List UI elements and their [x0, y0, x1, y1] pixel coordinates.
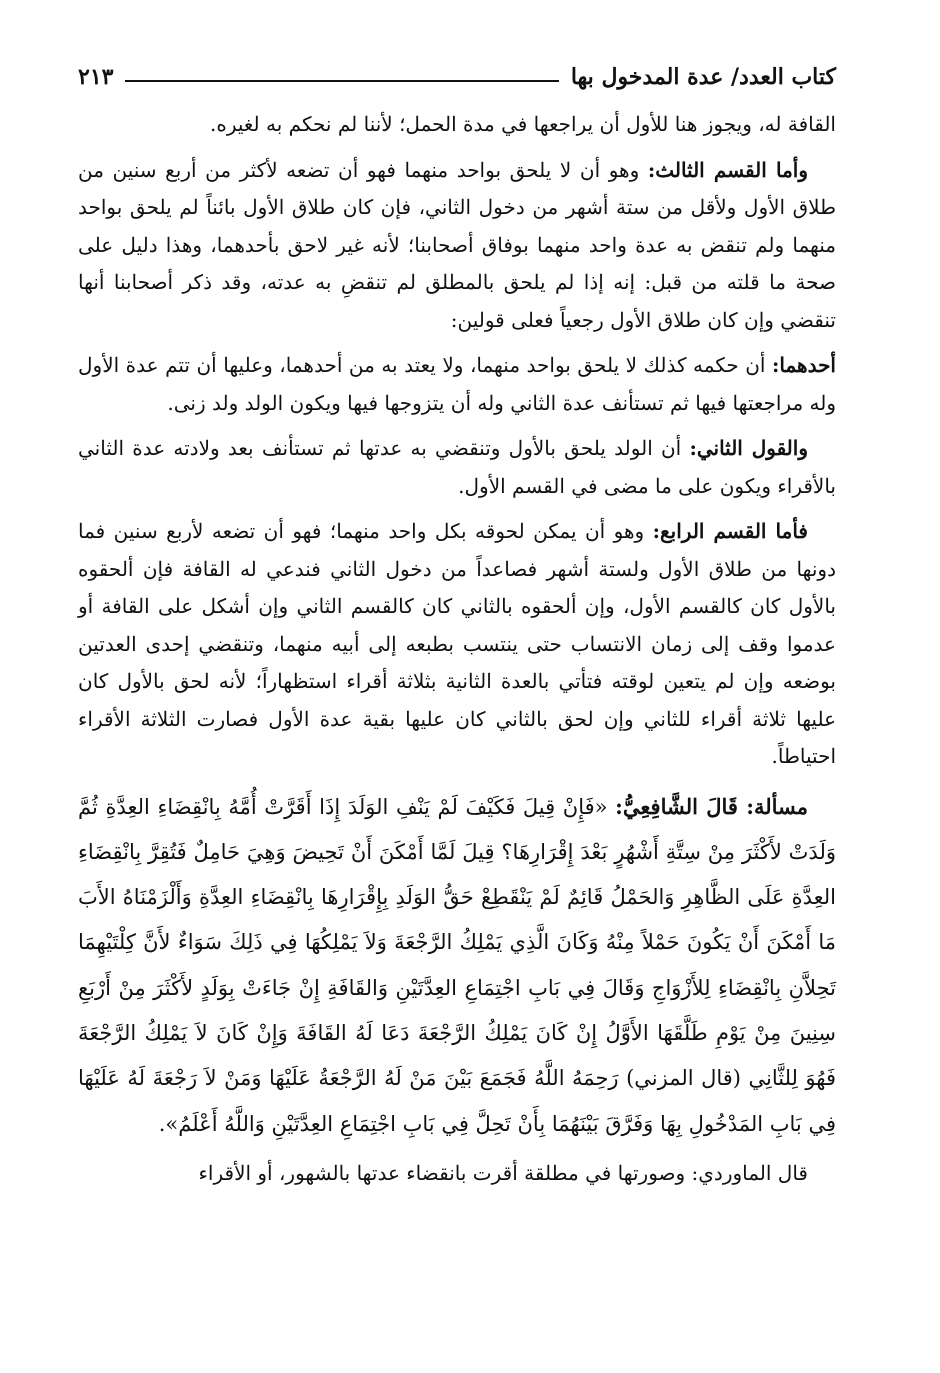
paragraph-third-section — [78, 152, 836, 340]
header-title: كتاب العدد/ عدة المدخول بها — [570, 64, 836, 90]
paragraph-third-section-lead: وأما القسم الثالث: — [647, 157, 809, 182]
paragraph-first-opinion — [78, 347, 836, 422]
paragraph-masala-quote: «فَإِنْ قِيلَ فَكَيْفَ لَمْ يَنْفِ الوَلَدَ إِذَا أَقَرَّتْ أُمَّهُ بِانْقِضَاءِ العِدَّةِ ثُمَّ وَلَدَتْ لأَكْثَرَ مِنْ سِتَّةِ أَشْهُرٍ بَعْدَ إِقْرَارِهَا؟ قِيلَ لَمَّا أَمْكَنَ أَنْ تَحِيضَ وَهِيَ حَامِلٌ فَتُقِرَّ بِانْقِضَاءِ العِدَّةِ عَلَى الظَّاهِرِ وَالحَمْلُ قَائِمٌ لَمْ يَنْقَطِعْ حَقُّ الوَلَدِ بِإِقْرَارِهَا بِانْقِضَاءِ العِدَّةِ وَأَلْزَمْنَاهُ الأَبَ مَا أَمْكَنَ أَنْ يَكُونَ حَمْلاً مِنْهُ وَكَانَ الَّذِي يَمْلِكُ الرَّجْعَةَ وَلاَ يَمْلِكُهَا فِي ذَلِكَ سَوَاءٌ لأَنَّ كِلْتَيْهِمَا تَحِلاَّنِ بِانْقِضَاءِ لِلأَزْوَاجِ وَقَالَ فِي بَابِ اجْتِمَاعِ العِدَّتَيْنِ وَالقَافَةِ إِنْ جَاءَتْ بِوَلَدٍ لأَكْثَرَ مِنْ أَرْبَعِ سِنِينَ مِنْ يَوْمِ طَلَّقَهَا الأَوَّلُ إِنْ كَانَ يَمْلِكُ الرَّجْعَةَ دَعَا لَهُ القَافَةَ وَإِنْ كَانَ لاَ يَمْلِكُ الرَّجْعَةَ فَهُوَ لِلثَّانِي (قال المزني) رَحِمَهُ اللَّهُ فَجَمَعَ بَيْنَ مَنْ لَهُ الرَّجْعَةُ عَلَيْهَا وَمَنْ لاَ رَجْعَةَ لَهُ عَلَيْهَا فِي بَابِ المَدْخُولِ بِهَا وَفَرَّقَ بَيْنَهُمَا بِأَنْ تَحِلَّ فِي بَابِ اجْتِمَاعِ العِدَّتَيْنِ وَاللَّهُ أَعْلَمُ». — [78, 794, 836, 1136]
page-number: ٢١٣ — [78, 64, 114, 90]
paragraph-second-opinion-lead: والقول الثاني: — [689, 436, 808, 460]
paragraph-mawardi-lead: قال الماوردي: — [691, 1160, 808, 1185]
paragraph-fourth-section-text: وهو أن يمكن لحوقه بكل واحد منهما؛ فهو أن تضعه لأربع سنين فما دونها من طلاق الأول ولستة أشهر فصاعداً من دخول الثاني فندعي له القافة فإن ألحقوه بالأول كان كالقسم الأول، وإن ألحقوه بالثاني كان كالقسم الثاني وإن أشكل على القافة أو عدموا وقف إلى زمان الانتساب حتى ينتسب بطبعه إلى أبيه منهما، وتنقضي إحدى العدتين بوضعه وإن لم يتعين لوقته فتأتي بالعدة الثانية بثلاثة أقراء استظهاراً؛ لأنه لحق بالأول كان عليها ثلاثة أقراء للثاني وإن لحق بالثاني كان عليها بقية عدة الأول فصارت الثلاثة الأقراء احتياطاً. — [78, 519, 836, 768]
paragraph-first-opinion-lead: أحدهما: — [771, 353, 836, 377]
paragraph-1 — [78, 106, 836, 144]
paragraph-1-text: القافة له، ويجوز هنا للأول أن يراجعها في مدة الحمل؛ لأننا لم نحكم به لغيره. — [210, 112, 836, 136]
paragraph-third-section-text: وهو أن لا يلحق بواحد منهما فهو أن تضعه لأكثر من أربع سنين من طلاق الأول ولأقل من ستة أشهر من دخول الثاني، فإن كان طلاق الأول بائناً لم يلحق بواحد منهما ولم تنقض به عدة واحد منهما بوفاق أصحابنا؛ لأنه غير لاحق بأحدهما، وهذا دليل على صحة ما قلته من قبل: إنه إذا لم يلحق بالمطلق لم تنقضِ به عدته، وقد ذكر أصحابنا أنها تنقضي وإن كان طلاق الأول رجعياً فعلى قولين: — [78, 157, 836, 332]
paragraph-masala-lead: مسألة: قَالَ الشَّافِعِيُّ: — [615, 793, 808, 819]
paragraph-second-opinion — [78, 430, 836, 505]
paragraph-fourth-section — [78, 513, 836, 776]
running-header — [78, 58, 836, 90]
paragraph-second-opinion-text: أن الولد يلحق بالأول وتنقضي به عدتها ثم تستأنف بعد ولادته عدة الثاني بالأقراء ويكون على ما مضى في القسم الأول. — [78, 436, 836, 498]
paragraph-masala — [78, 784, 836, 1147]
paragraph-mawardi-text: وصورتها في مطلقة أقرت بانقضاء عدتها بالشهور، أو الأقراء — [198, 1160, 686, 1185]
paragraph-fourth-section-lead: فأما القسم الرابع: — [652, 519, 808, 543]
paragraph-mawardi — [78, 1155, 836, 1193]
paragraph-first-opinion-text: أن حكمه كذلك لا يلحق بواحد منهما، ولا يعتد به من أحدهما، وعليها أن تتم عدة الأول وله مراجعتها فيها ثم تستأنف عدة الثاني وله أن يتزوجها فيها ويكون الولد ولد زنى. — [78, 353, 836, 415]
header-rule — [125, 80, 558, 82]
